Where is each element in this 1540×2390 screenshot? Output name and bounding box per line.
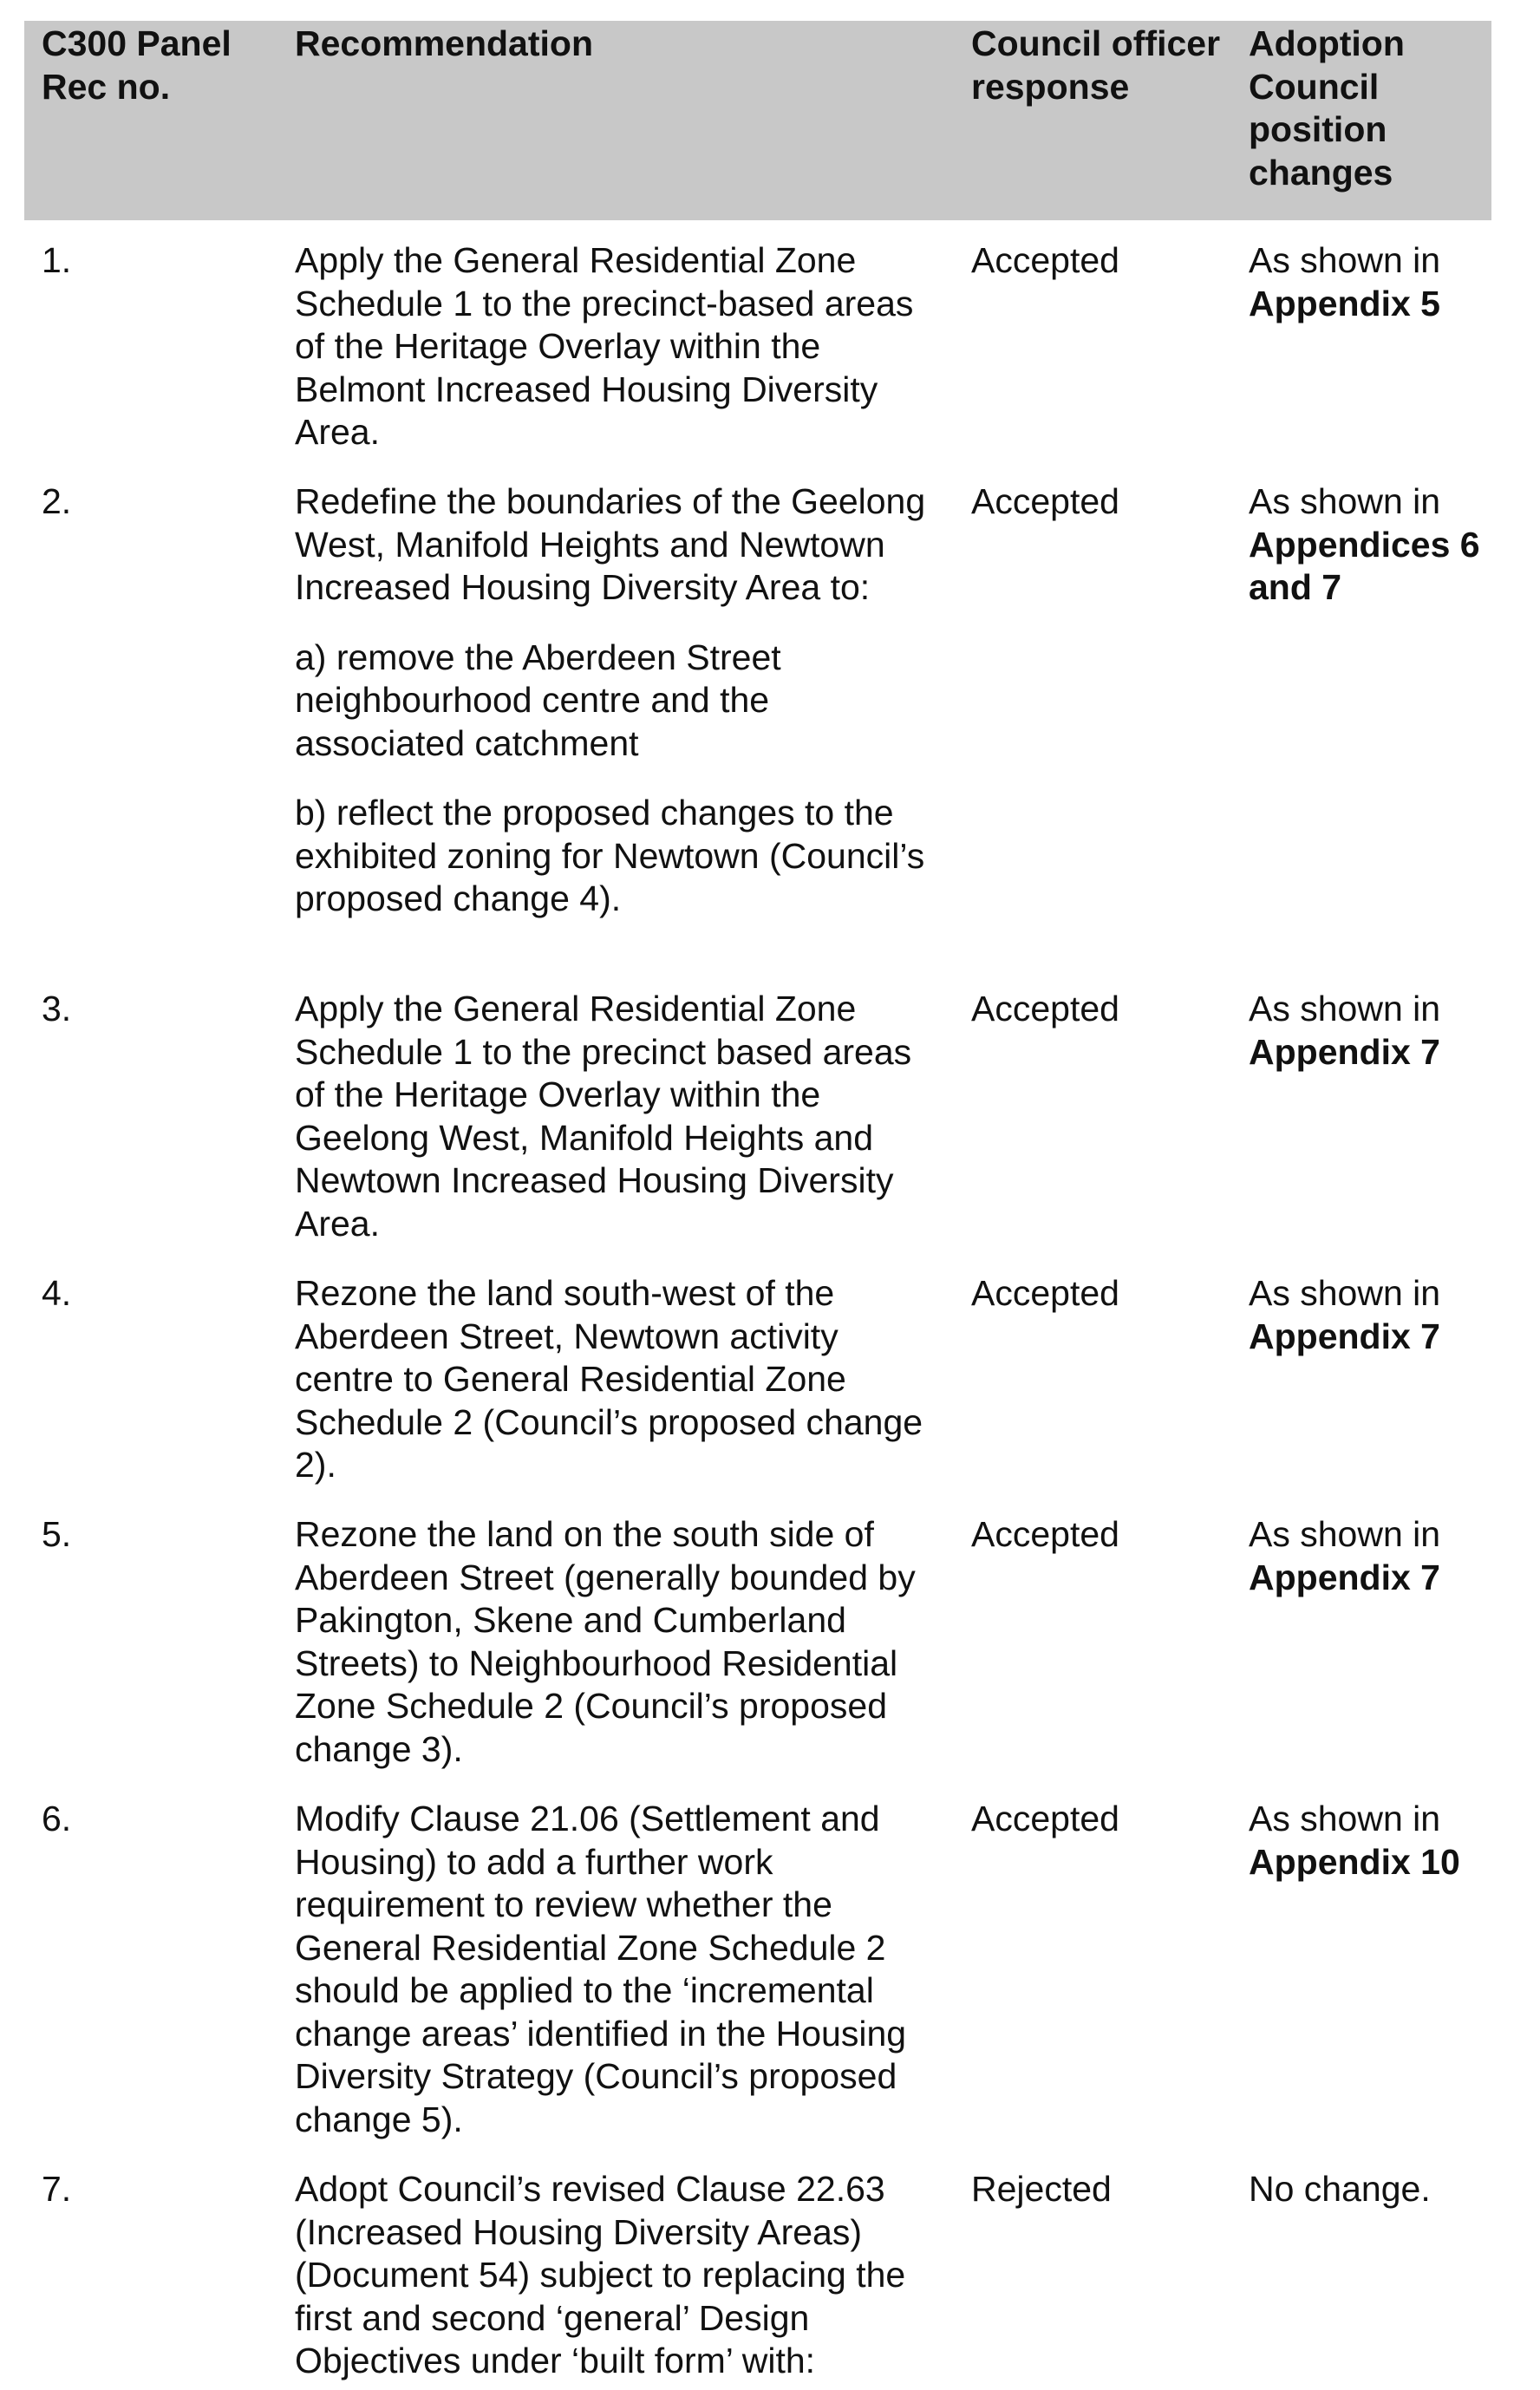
rec-number: 5.	[42, 1514, 72, 1554]
adoption-prefix: As shown in	[1249, 1799, 1441, 1838]
recommendation-text	[277, 988, 954, 1245]
appendix-reference: Appendix 10	[1249, 1841, 1460, 1882]
header-rec-no: C300 Panel Rec no.	[42, 23, 232, 107]
adoption-prefix: As shown in	[1249, 1273, 1441, 1313]
recommendation-text	[277, 1798, 954, 2141]
rec-number: 6.	[42, 1799, 72, 1838]
table-row	[24, 2168, 1491, 2390]
recommendation-paragraph: Apply the General Residential Zone Schedule 1 to the precinct based areas of the Heritage Overlay within the Geelong West, Manifold Heights and Newtown Increased Housing Diversity Area.	[295, 989, 912, 1244]
adoption-prefix: No change.	[1249, 2169, 1431, 2209]
adoption-position	[1231, 988, 1491, 1074]
adoption-position	[1231, 2168, 1491, 2211]
table-row	[24, 239, 1491, 461]
recommendation-text	[277, 2168, 954, 2383]
officer-response: Accepted	[971, 1514, 1119, 1554]
adoption-prefix: As shown in	[1249, 1514, 1441, 1554]
officer-response: Accepted	[971, 1799, 1119, 1838]
recommendation-paragraph: Adopt Council’s revised Clause 22.63 (Increased Housing Diversity Areas) (Document 54) subject to replacing the first and second ‘general’ Design Objectives under ‘built form’ with:	[295, 2169, 906, 2380]
table-row	[24, 988, 1491, 1253]
header-officer-response: Council officer response	[971, 23, 1221, 107]
table-row	[24, 1513, 1491, 1779]
rec-number: 7.	[42, 2169, 72, 2209]
recommendation-paragraph: Modify Clause 21.06 (Settlement and Housing) to add a further work requirement to review whether the General Residential Zone Schedule 2 should be applied to the ‘incremental change areas’ identified in the Housing Diversity Strategy (Council’s proposed change 5).	[295, 1799, 907, 2139]
rec-number: 1.	[42, 240, 72, 280]
recommendation-paragraph: Rezone the land on the south side of Aberdeen Street (generally bounded by Pakington, Skene and Cumberland Streets) to Neighbourhood Residential Zone Schedule 2 (Council’s proposed change 3).	[295, 1514, 916, 1769]
recommendations-table	[24, 21, 1491, 2390]
header-adoption-position: Adoption Council position changes	[1249, 23, 1405, 193]
rec-number: 4.	[42, 1273, 72, 1313]
recommendation-text	[277, 480, 954, 921]
recommendation-text	[277, 239, 954, 454]
adoption-prefix: As shown in	[1249, 989, 1441, 1028]
adoption-position	[1231, 480, 1491, 610]
adoption-position	[1231, 1798, 1491, 1884]
officer-response: Accepted	[971, 240, 1119, 280]
table-row	[24, 480, 1491, 969]
officer-response: Accepted	[971, 1273, 1119, 1313]
officer-response: Rejected	[971, 2169, 1112, 2209]
rec-number: 3.	[42, 989, 72, 1028]
recommendation-text	[277, 1272, 954, 1487]
adoption-prefix: As shown in	[1249, 240, 1441, 280]
adoption-prefix: As shown in	[1249, 481, 1441, 521]
adoption-position	[1231, 239, 1491, 325]
recommendation-paragraph: Rezone the land south-west of the Aberdeen Street, Newtown activity centre to General Residential Zone Schedule 2 (Council’s proposed change 2).	[295, 1273, 923, 1485]
recommendation-paragraph: Apply the General Residential Zone Schedule 1 to the precinct-based areas of the Heritage Overlay within the Belmont Increased Housing Diversity Area.	[295, 240, 914, 452]
appendix-reference: Appendix 5	[1249, 283, 1440, 323]
appendix-reference: Appendix 7	[1249, 1316, 1440, 1356]
recommendation-paragraph: b) reflect the proposed changes to the exhibited zoning for Newtown (Council’s proposed change 4).	[295, 793, 925, 918]
table-row	[24, 1272, 1491, 1494]
officer-response: Accepted	[971, 989, 1119, 1028]
officer-response: Accepted	[971, 481, 1119, 521]
adoption-position	[1231, 1272, 1491, 1358]
table-row	[24, 1798, 1491, 2149]
adoption-position	[1231, 1513, 1491, 1599]
recommendation-text	[277, 1513, 954, 1771]
appendix-reference: Appendices 6 and 7	[1249, 524, 1480, 607]
recommendation-paragraph: a) remove the Aberdeen Street neighbourhood centre and the associated catchment	[295, 637, 781, 763]
rec-number: 2.	[42, 481, 72, 521]
appendix-reference: Appendix 7	[1249, 1557, 1440, 1597]
table-header	[24, 21, 1491, 220]
recommendation-paragraph: Redefine the boundaries of the Geelong West, Manifold Heights and Newtown Increased Housing Diversity Area to:	[295, 481, 926, 607]
header-recommendation: Recommendation	[295, 23, 593, 63]
appendix-reference: Appendix 7	[1249, 1031, 1440, 1072]
